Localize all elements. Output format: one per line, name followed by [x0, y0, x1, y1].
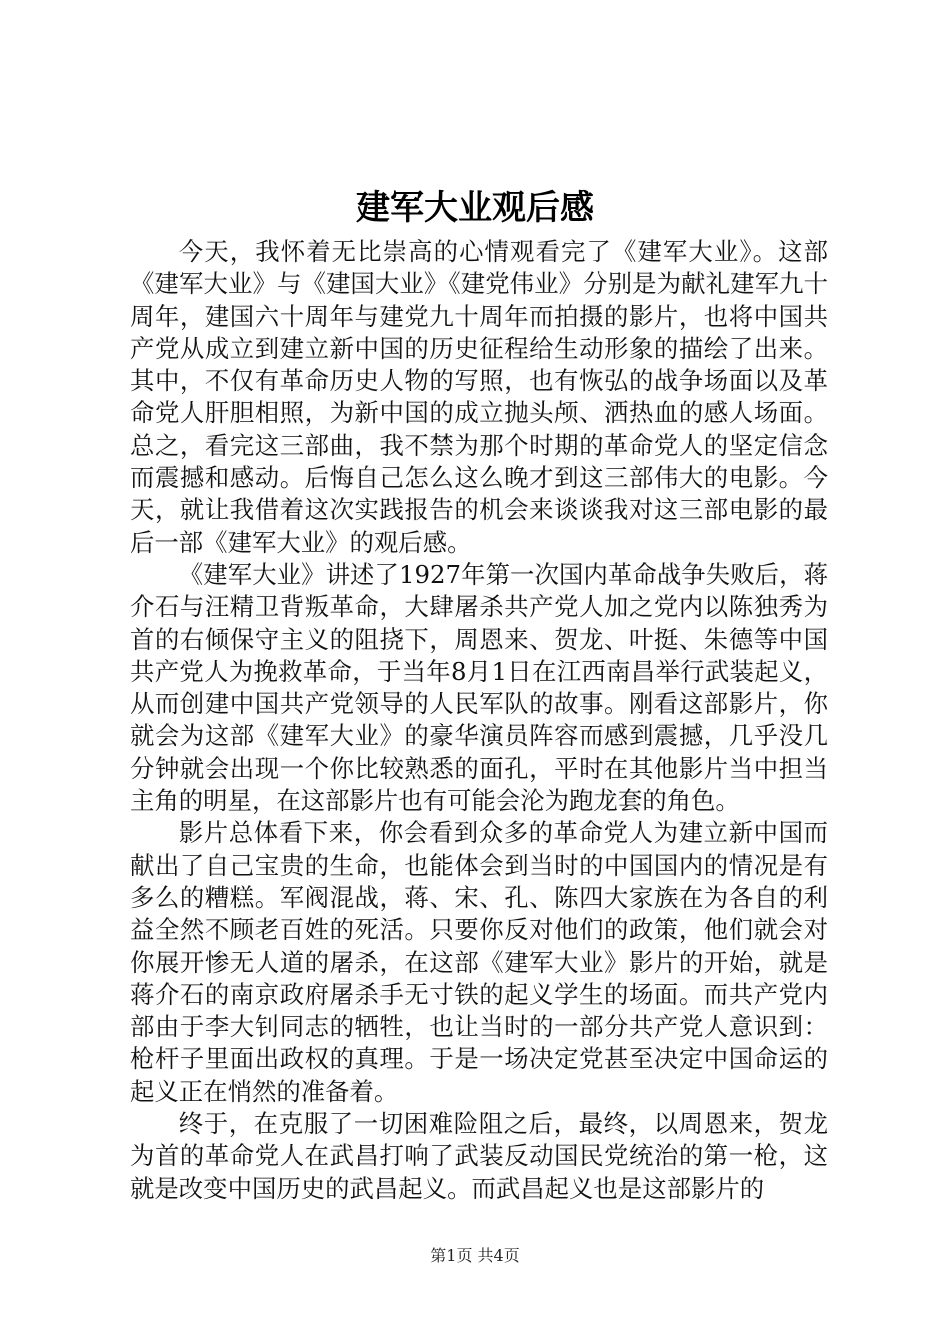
document-title: 建军大业观后感 — [356, 188, 594, 228]
page-footer: 第1页 共4页 — [430, 1246, 520, 1265]
document-body — [130, 236, 828, 1205]
paragraph-2: 《建军大业》讲述了1927年第一次国内革命战争失败后，蒋介石与汪精卫背叛革命，大肆屠杀共产党人加之党内以陈独秀为首的右倾保守主义的阻挠下，周恩来、贺龙、叶挺、朱德等中国共产党人为挽救革命，于当年8月1日在江西南昌举行武装起义，从而创建中国共产党领导的人民军队的故事。刚看这部影片，你就会为这部《建军大业》的豪华演员阵容而感到震撼，几乎没几分钟就会出现一个你比较熟悉的面孔，平时在其他影片当中担当主角的明星，在这部影片也有可能会沦为跑龙套的角色。 — [130, 559, 828, 816]
paragraph-3: 影片总体看下来，你会看到众多的革命党人为建立新中国而献出了自己宝贵的生命，也能体会到当时的中国国内的情况是有多么的糟糕。军阀混战，蒋、宋、孔、陈四大家族在为各自的利益全然不顾老百姓的死活。只要你反对他们的政策，他们就会对你展开惨无人道的屠杀，在这部《建军大业》影片的开始，就是蒋介石的南京政府屠杀手无寸铁的起义学生的场面。而共产党内部由于李大钊同志的牺牲，也让当时的一部分共产党人意识到：枪杆子里面出政权的真理。于是一场决定党甚至决定中国命运的起义正在悄然的准备着。 — [130, 818, 828, 1106]
paragraph-4: 终于，在克服了一切困难险阻之后，最终，以周恩来，贺龙为首的革命党人在武昌打响了武装反动国民党统治的第一枪，这就是改变中国历史的武昌起义。而武昌起义也是这部影片的 — [130, 1109, 828, 1203]
paragraph-1: 今天，我怀着无比崇高的心情观看完了《建军大业》。这部《建军大业》与《建国大业》《建党伟业》分别是为献礼建军九十周年，建国六十周年与建党九十周年而拍摄的影片，也将中国共产党从成立到建立新中国的历史征程给生动形象的描绘了出来。其中，不仅有革命历史人物的写照，也有恢弘的战争场面以及革命党人肝胆相照，为新中国的成立抛头颅、洒热血的感人场面。总之，看完这三部曲，我不禁为那个时期的革命党人的坚定信念而震撼和感动。后悔自己怎么这么晚才到这三部伟大的电影。今天，就让我借着这次实践报告的机会来谈谈我对这三部电影的最后一部《建军大业》的观后感。 — [130, 237, 828, 557]
